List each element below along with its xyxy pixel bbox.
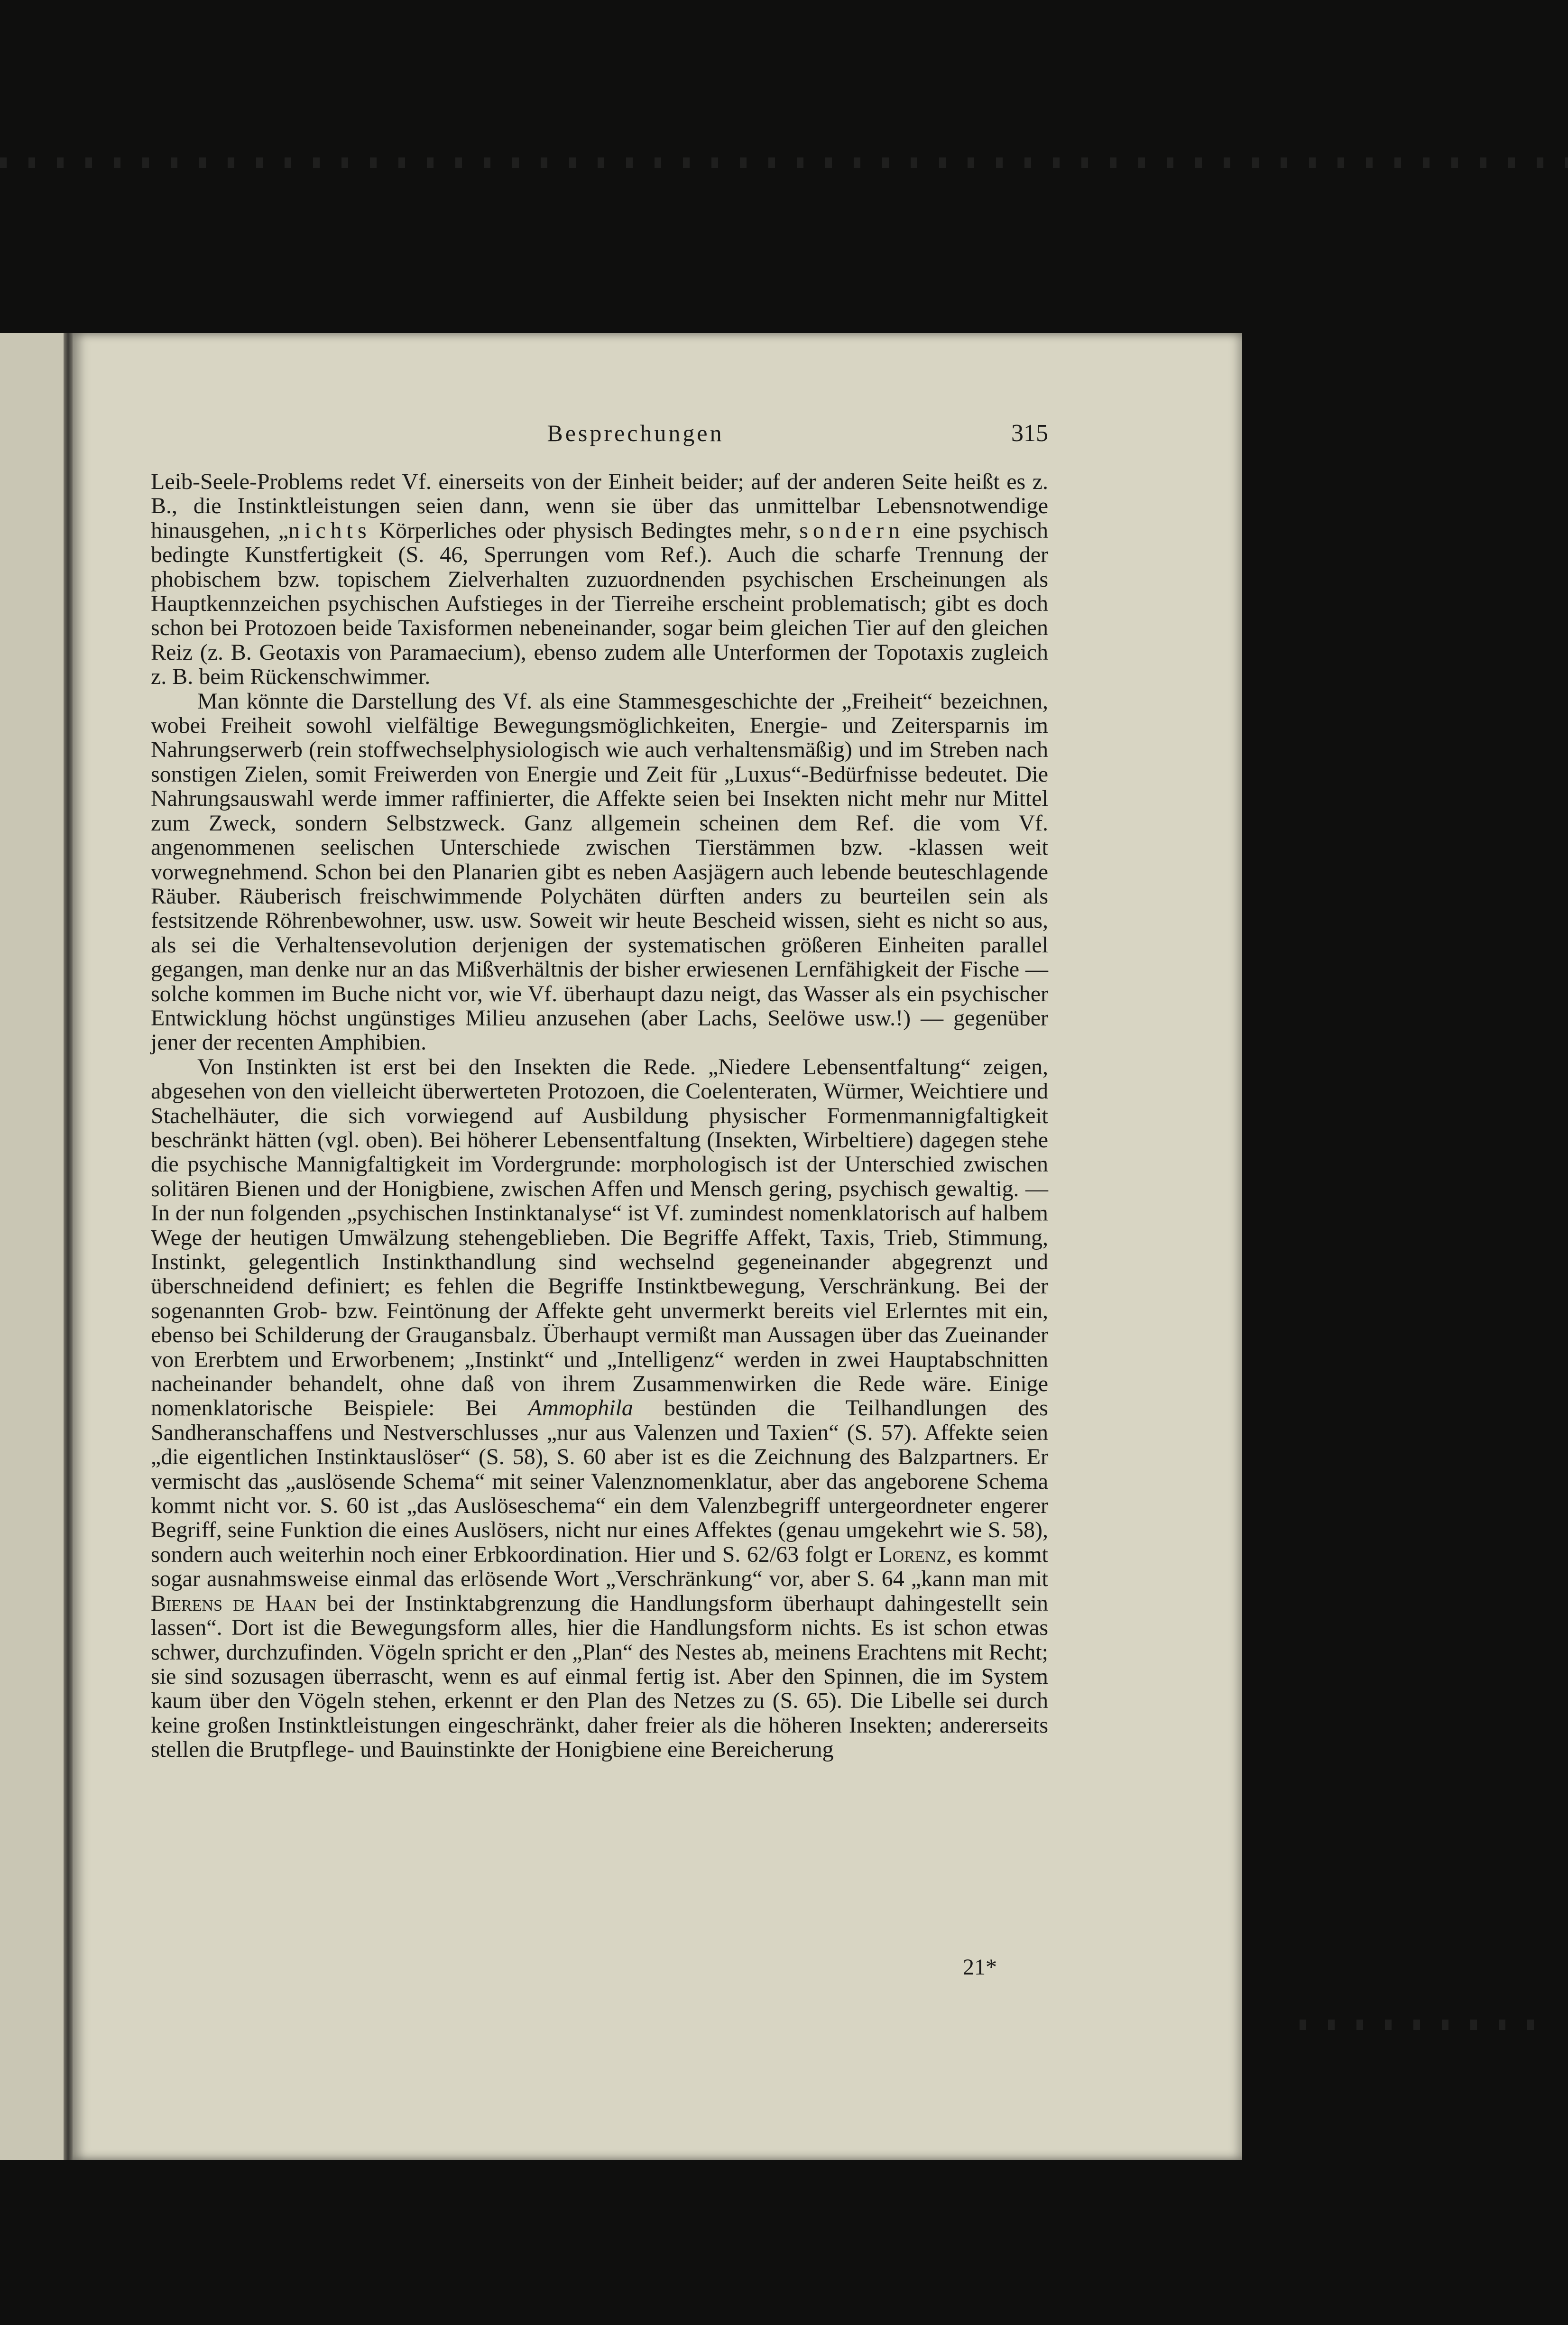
review-body-text: [151, 470, 1048, 1762]
text-run: Von Instinkten ist erst bei den Insekten die Rede. „Niedere Lebensentfaltung“ zeigen, abgesehen von den vielleicht überwerteten Protozoen, die Coelenteraten, Würmer, Weichtiere und Stachelhäuter, die sich vorwiegend auf Ausbildung physischer Formenmannigfaltigkeit beschränkt hätten (vgl. oben). Bei höherer Lebensentfaltung (Insekten, Wirbeltiere) dagegen stehe die psychische Mannigfaltigkeit im Vordergrunde: morphologisch ist der Unterschied zwischen solitären Bienen und der Honigbiene, zwischen Affen und Mensch gering, psychisch gewaltig. — In der nun folgenden „psychischen Instinktanalyse“ ist Vf. zumindest nomenklatorisch auf halbem Wege der heutigen Umwälzung stehengeblieben. Die Begriffe Affekt, Taxis, Trieb, Stimmung, Instinkt, gelegentlich Instinkthandlung sind wechselnd gegeneinander abgegrenzt und überschneidend definiert; es fehlen die Begriffe Instinktbewegung, Verschränkung. Bei der sogenannten Grob- bzw. Feintönung der Affekte geht unvermerkt bereits viel Erlerntes mit ein, ebenso bei Schilderung der Graugansbalz. Überhaupt vermißt man Aussagen über das Zueinander von Ererbtem und Erworbenem; „Instinkt“ und „Intelligenz“ werden in zwei Hauptabschnitten nacheinander behandelt, ohne daß von ihrem Zusammenwirken die Rede wäre. Einige nomenklatorische Beispiele: Bei: [151, 1054, 1048, 1421]
text-sc: Lorenz: [878, 1541, 947, 1567]
text-sc: Bierens de Haan: [151, 1590, 317, 1616]
text-sp: sondern: [799, 517, 905, 543]
paragraph: [151, 689, 1048, 1055]
scan-artifact-strip: [0, 157, 1568, 168]
text-it: Ammophila: [528, 1395, 633, 1421]
running-title: Besprechungen: [547, 420, 724, 446]
text-run: Man könnte die Darstellung des Vf. als eine Stammesgeschichte der „Freiheit“ bezeichnen, wobei Freiheit sowohl vielfältige Bewegungsmöglichkeiten, Energie- und Zeitersparnis im Nahrungserwerb (rein stoffwechselphysiologisch wie auch verhaltensmäßig) und im Streben nach sonstigen Zielen, somit Freiwerden von Energie und Zeit für „Luxus“-Bedürfnisse bedeutet. Die Nahrungsauswahl werde immer raffinierter, die Affekte seien bei Insekten nicht mehr nur Mittel zum Zweck, sondern Selbstzweck. Ganz allgemein scheinen dem Ref. die vom Vf. angenommenen seelischen Unterschiede zwischen Tierstämmen bzw. -klassen weit vorwegnehmend. Schon bei den Planarien gibt es neben Aasjägern auch lebende beuteschlagende Räuber. Räuberisch freischwimmende Polychäten dürften anders zu beurteilen sein als festsitzende Röhrenbewohner, usw. usw. Soweit wir heute Bescheid wissen, sieht es nicht so aus, als sei die Verhaltensevolution derjenigen der systematischen größeren Einheiten parallel gegangen, man denke nur an das Mißverhältnis der bisher erwiesenen Lernfähigkeit der Fische — solche kommen im Buche nicht vor, wie Vf. überhaupt dazu neigt, das Wasser als ein psychischer Entwicklung höchst ungünstiges Milieu anzusehen (aber Lachs, Seelöwe usw.!) — gegenüber jener der recenten Amphibien.: [151, 688, 1048, 1055]
text-run: Leib-Seele-Problems redet Vf. einerseits von der Einheit beider; auf der anderen Seite heißt es z. B., die Instinktleistungen seien dann, wenn sie über das unmittelbar Lebensnotwendige hinausgehen, „: [151, 469, 1048, 543]
text-run: Körperliches oder physisch Bedingtes mehr,: [371, 517, 800, 543]
scan-artifact-strip: [1300, 2020, 1537, 2030]
text-run: eine psychisch bedingte Kunstfertigkeit (S. 46, Sperrungen vom Ref.). Auch die scharfe Trennung der phobischem bzw. topischem Zielverhalten zuzuordnenden psychischen Erscheinungen als Hauptkennzeichen psychischen Aufstieges in der Tierreihe erscheint problematisch; gibt es doch schon bei Protozoen beide Taxisformen nebeneinander, sogar beim gleichen Tier auf den gleichen Reiz (z. B. Geotaxis von Paramaecium), ebenso zudem alle Unterformen der Topotaxis zugleich z. B. beim Rückenschwimmer.: [151, 517, 1048, 690]
page-number: 315: [1011, 420, 1048, 447]
text-sp: nichts: [288, 517, 371, 543]
page-header: [223, 419, 1048, 457]
text-run: bestünden die Teilhandlungen des Sandheranschaffens und Nestverschlusses „nur aus Valenzen und Taxien“ (S. 57). Affekte seien „die eigentlichen Instinktauslöser“ (S. 58), S. 60 aber ist es die Zeichnung des Balzpartners. Er vermischt das „auslösende Schema“ mit seiner Valenznomenklatur, aber das angeborene Schema kommt nicht vor. S. 60 ist „das Auslöseschema“ ein dem Valenzbegriff untergeordneter engerer Begriff, seine Funktion die eines Auslösers, nicht nur eines Affektes (genau umgekehrt wie S. 58), sondern auch weiterhin noch einer Erbkoordination. Hier und S. 62/63 folgt er: [151, 1395, 1048, 1567]
facing-page-edge: [0, 333, 67, 2160]
paragraph: [151, 1055, 1048, 1762]
text-run: , es kommt sogar ausnahmsweise einmal das erlösende Wort „Verschränkung“ vor, aber S. 64 „kann man mit: [151, 1541, 1048, 1592]
text-run: bei der Instinktabgrenzung die Handlungsform überhaupt dahingestellt sein lassen“. Dort ist die Bewegungsform alles, hier die Handlungsform nichts. Es ist schon etwas schwer, durchzufinden. Vögeln spricht er den „Plan“ des Nestes ab, meinens Erachtens mit Recht; sie sind sozusagen überrascht, wenn es auf einmal fertig ist. Aber den Spinnen, die im System kaum über den Vögeln stehen, erkennt er den Plan des Netzes zu (S. 65). Die Libelle sei durch keine großen Instinktleistungen eingeschränkt, daher freier als die höheren Insekten; andererseits stellen die Brutpflege- und Bauinstinkte der Honigbiene eine Bereicherung: [151, 1590, 1048, 1762]
printer-signature: 21*: [963, 1955, 997, 1980]
paragraph: [151, 470, 1048, 689]
